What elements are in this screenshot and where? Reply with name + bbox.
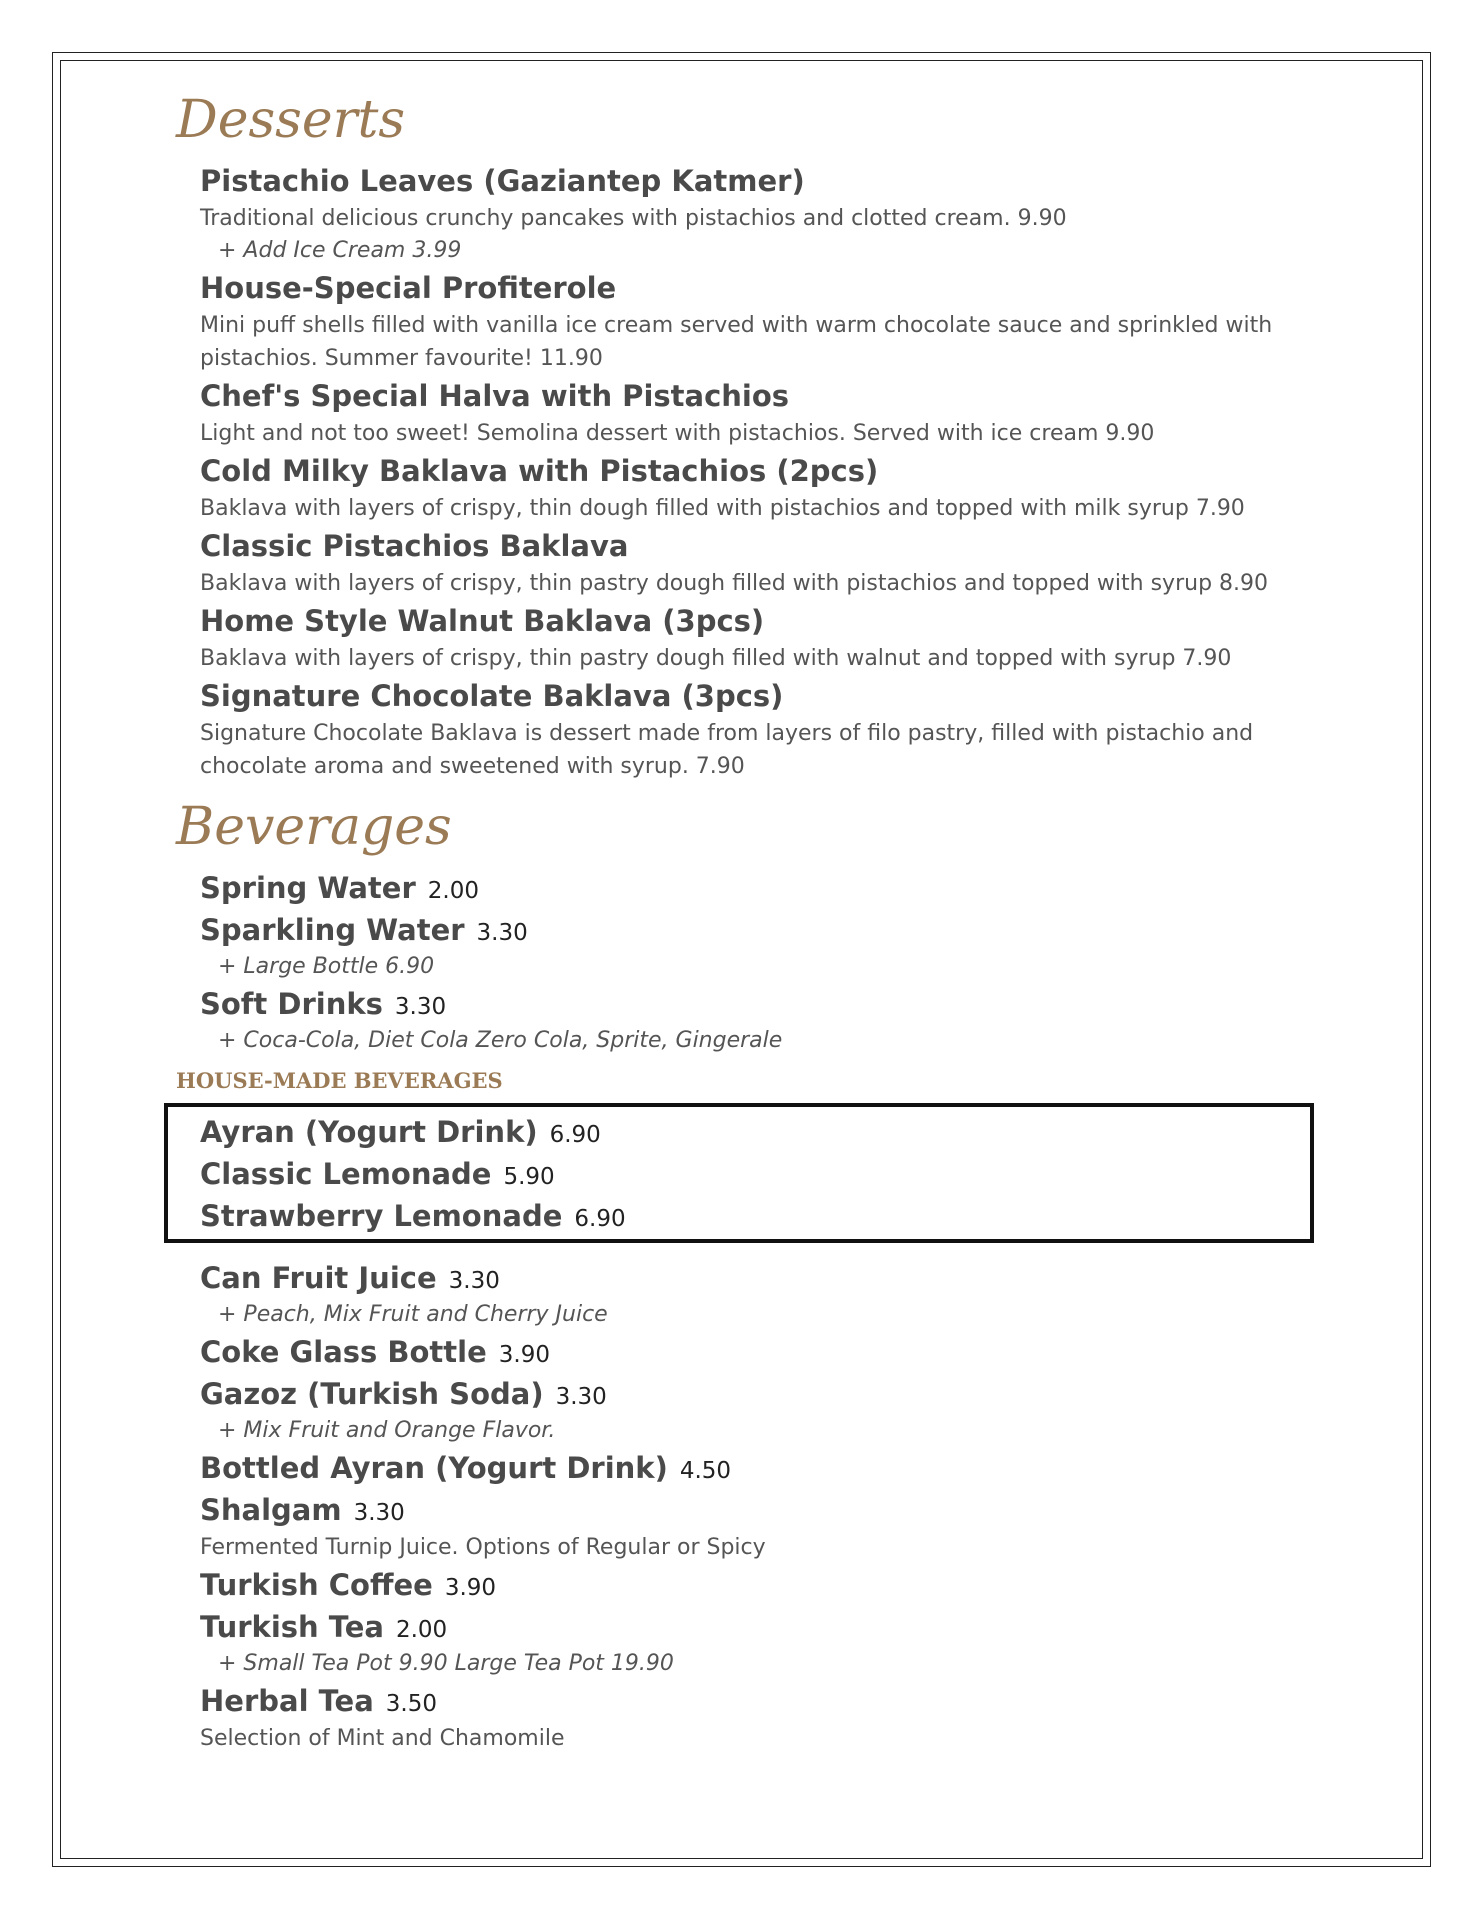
dessert-desc: Mini puff shells filled with vanilla ice cream served with warm chocolate sauce and sprinkled with pistachios. Summer favourite! 11.90 [200,313,1273,371]
beverage-name: Gazoz (Turkish Soda) [200,1377,544,1411]
beverage-price: 4.50 [679,1458,732,1484]
beverage-price: 6.90 [574,1206,626,1232]
beverage-name: Sparkling Water [200,913,465,947]
dessert-item [200,375,1326,450]
dessert-name: Pistachio Leaves (Gaziantep Katmer) [200,164,805,198]
beverage-name: Soft Drinks [200,987,383,1021]
beverage-price: 3.30 [353,1500,405,1526]
beverage-item [200,1564,1326,1606]
dessert-item [200,675,1326,783]
beverage-item [200,1331,1326,1373]
dessert-name: Signature Chocolate Baklava (3pcs) [200,679,784,713]
beverage-addon: + Coca-Cola, Diet Cola Zero Cola, Sprite, Gingerale [218,1028,783,1053]
beverages-title: Beverages [176,797,452,857]
dessert-item [200,450,1326,525]
beverage-item [200,1489,1326,1564]
dessert-desc: Light and not too sweet! Semolina dessert with pistachios. Served with ice cream 9.90 [200,421,1155,446]
beverage-price: 2.00 [395,1617,448,1643]
dessert-desc: Signature Chocolate Baklava is dessert made from layers of filo pastry, filled with pistachio and chocolate aroma and sweetened with syrup. 7.90 [200,721,1254,779]
dessert-desc: Baklava with layers of crispy, thin pastry dough filled with walnut and topped with syrup 7.90 [200,646,1232,671]
beverage-item [200,1606,1326,1680]
beverage-name: Turkish Tea [200,1610,384,1644]
beverage-item [200,983,1326,1057]
beverage-price: 3.30 [555,1384,607,1410]
dessert-name: House-Special Profiterole [200,271,617,305]
menu-content [176,80,1326,1755]
dessert-name: Classic Pistachios Baklava [200,529,629,563]
beverage-name: Classic Lemonade [200,1157,492,1191]
beverage-price: 3.30 [448,1268,500,1294]
beverage-name: Coke Glass Bottle [200,1335,487,1369]
beverage-addon: + Mix Fruit and Orange Flavor. [218,1418,556,1443]
dessert-name: Chef's Special Halva with Pistachios [200,379,790,413]
beverage-name: Ayran (Yogurt Drink) [200,1115,538,1149]
beverage-addon: + Large Bottle 6.90 [218,954,435,979]
dessert-name: Home Style Walnut Baklava (3pcs) [200,604,765,638]
desserts-title: Desserts [176,90,406,150]
dessert-name: Cold Milky Baklava with Pistachios (2pcs) [200,454,879,488]
beverage-name: Bottled Ayran (Yogurt Drink) [200,1451,668,1485]
house-made-heading: HOUSE-MADE BEVERAGES [176,1068,503,1093]
dessert-item [200,525,1326,600]
beverage-name: Turkish Coffee [200,1568,433,1602]
dessert-item [200,267,1326,375]
dessert-desc: Baklava with layers of crispy, thin pastry dough filled with pistachios and topped with syrup 8.90 [200,571,1269,596]
beverage-addon: + Small Tea Pot 9.90 Large Tea Pot 19.90 [218,1651,674,1676]
beverage-price: 3.50 [385,1691,437,1717]
beverage-item [200,1680,1326,1755]
dessert-desc: Traditional delicious crunchy pancakes with pistachios and clotted cream. 9.90 [200,206,1067,231]
beverage-price: 3.30 [394,994,447,1020]
beverage-price: 3.30 [476,920,528,946]
beverage-name: Strawberry Lemonade [200,1199,563,1233]
beverage-name: Shalgam [200,1493,342,1527]
beverage-price: 3.90 [498,1342,550,1368]
dessert-item [200,600,1326,675]
beverage-item [200,1373,1326,1447]
beverage-item [200,909,1326,983]
beverage-desc: Selection of Mint and Chamomile [200,1726,565,1751]
dessert-desc: Baklava with layers of crispy, thin dough filled with pistachios and topped with milk syrup 7.90 [200,496,1245,521]
beverage-desc: Fermented Turnip Juice. Options of Regular or Spicy [200,1535,766,1560]
beverage-name: Can Fruit Juice [200,1261,437,1295]
dessert-item [200,160,1326,267]
beverage-item [200,1257,1326,1331]
beverage-price: 5.90 [503,1164,555,1190]
beverage-price: 6.90 [549,1122,601,1148]
house-made-box [164,1103,1314,1243]
beverage-price: 2.00 [427,878,479,904]
beverage-item [200,1447,1326,1489]
beverage-addon: + Peach, Mix Fruit and Cherry Juice [218,1302,608,1327]
beverage-name: Herbal Tea [200,1684,374,1718]
beverage-name: Spring Water [200,871,416,905]
beverage-item [200,867,1326,909]
beverage-price: 3.90 [444,1575,497,1601]
dessert-addon: + Add Ice Cream 3.99 [218,238,462,263]
